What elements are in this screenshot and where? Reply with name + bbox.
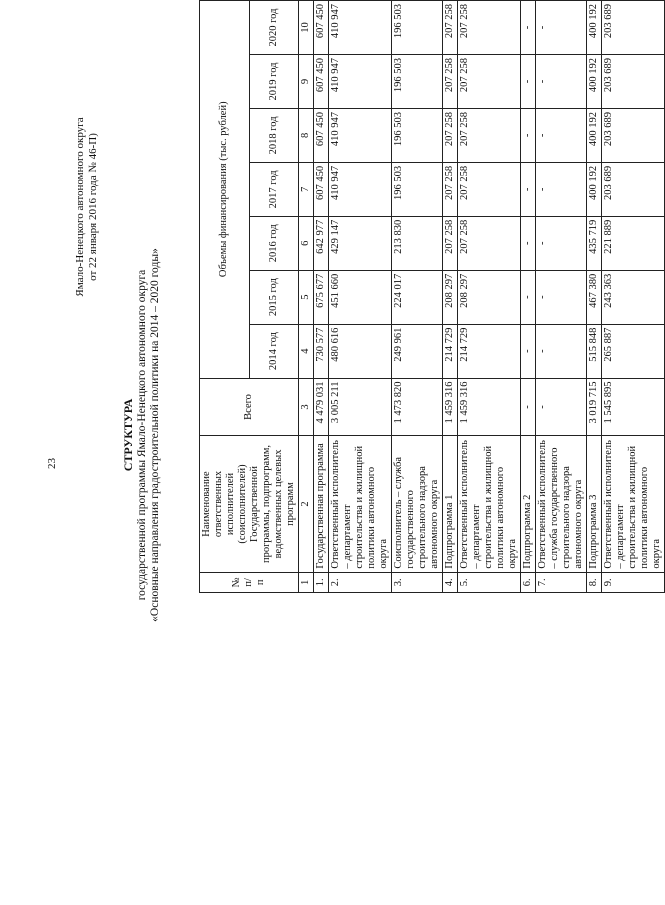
year-header: 2015 год — [249, 270, 299, 324]
column-number: 4 — [299, 324, 314, 378]
row-year-value: 607 450 — [314, 108, 329, 162]
table-row — [458, 1, 521, 593]
row-total: - — [536, 378, 587, 436]
row-year-value: 429 147 — [329, 216, 392, 270]
row-name: Подпрограмма 3 — [587, 436, 602, 572]
row-year-value: - — [521, 216, 536, 270]
row-year-value: 196 503 — [392, 1, 443, 55]
row-total: 1 459 316 — [443, 378, 458, 436]
header-line-2: от 22 января 2016 года № 46-П) — [87, 133, 99, 281]
row-number: 3. — [392, 572, 443, 592]
row-year-value: 207 258 — [443, 162, 458, 216]
row-year-value: 207 258 — [458, 216, 521, 270]
row-year-value: 213 830 — [392, 216, 443, 270]
row-year-value: 467 380 — [587, 270, 602, 324]
row-name: Подпрограмма 1 — [443, 436, 458, 572]
row-year-value: 410 947 — [329, 55, 392, 109]
row-total: - — [521, 378, 536, 436]
table-row — [587, 1, 602, 593]
row-year-value: 207 258 — [458, 1, 521, 55]
year-header: 2019 год — [249, 55, 299, 109]
row-year-value: 203 689 — [602, 1, 665, 55]
col-num-header: № п/п — [200, 572, 299, 592]
column-number: 9 — [299, 55, 314, 109]
table-row — [521, 1, 536, 593]
row-year-value: 410 947 — [329, 108, 392, 162]
row-year-value: 214 729 — [443, 324, 458, 378]
row-year-value: 607 450 — [314, 162, 329, 216]
row-name: Ответственный исполнитель – департамент строительства и жилищной политики автономного округа — [329, 436, 392, 572]
row-year-value: 203 689 — [602, 108, 665, 162]
row-year-value: 207 258 — [443, 1, 458, 55]
row-total: 1 545 895 — [602, 378, 665, 436]
row-year-value: 203 689 — [602, 162, 665, 216]
row-year-value: - — [536, 324, 587, 378]
table-row — [602, 1, 665, 593]
row-year-value: - — [536, 108, 587, 162]
row-year-value: 207 258 — [443, 55, 458, 109]
row-year-value: 207 258 — [458, 108, 521, 162]
row-year-value: - — [521, 55, 536, 109]
row-year-value: 207 258 — [443, 216, 458, 270]
table-row — [314, 1, 329, 593]
table-row — [536, 1, 587, 593]
row-total: 3 019 715 — [587, 378, 602, 436]
document-title: СТРУКТУРА — [121, 398, 135, 472]
row-name: Ответственный исполнитель – служба государственного строительного надзора автономного округа — [536, 436, 587, 572]
row-total: 1 459 316 — [458, 378, 521, 436]
row-year-value: 400 192 — [587, 1, 602, 55]
row-year-value: 642 977 — [314, 216, 329, 270]
year-header: 2016 год — [249, 216, 299, 270]
row-year-value: 221 889 — [602, 216, 665, 270]
year-header: 2017 год — [249, 162, 299, 216]
row-total: 1 473 820 — [392, 378, 443, 436]
row-year-value: 207 258 — [458, 162, 521, 216]
page-number: 23 — [46, 458, 58, 469]
document-header — [74, 42, 100, 372]
row-year-value: 451 660 — [329, 270, 392, 324]
row-year-value: - — [521, 270, 536, 324]
title-block — [122, 85, 163, 785]
year-header: 2014 год — [249, 324, 299, 378]
row-year-value: 243 363 — [602, 270, 665, 324]
row-year-value: - — [521, 108, 536, 162]
document-subtitle-2: «Основные направления градостроительной политики на 2014 – 2020 годы» — [149, 248, 161, 622]
row-name: Подпрограмма 2 — [521, 436, 536, 572]
row-year-value: - — [536, 270, 587, 324]
row-name: Соисполнитель – служба государственного строительного надзора автономного округа — [392, 436, 443, 572]
row-name: Ответственный исполнитель – департамент строительства и жилищной политики автономного округа — [458, 436, 521, 572]
row-year-value: 410 947 — [329, 1, 392, 55]
row-year-value: 208 297 — [443, 270, 458, 324]
table-row — [392, 1, 443, 593]
row-year-value: - — [521, 1, 536, 55]
row-total: 3 005 211 — [329, 378, 392, 436]
funding-header: Объемы финансирования (тыс. рублей) — [200, 1, 250, 379]
row-number: 9. — [602, 572, 665, 592]
row-number: 8. — [587, 572, 602, 592]
row-year-value: 196 503 — [392, 108, 443, 162]
row-number: 4. — [443, 572, 458, 592]
row-number: 2. — [329, 572, 392, 592]
row-year-value: 480 616 — [329, 324, 392, 378]
row-number: 7. — [536, 572, 587, 592]
row-number: 1. — [314, 572, 329, 592]
row-year-value: 265 887 — [602, 324, 665, 378]
row-number: 6. — [521, 572, 536, 592]
funding-table — [199, 0, 665, 593]
table-row — [329, 1, 392, 593]
row-year-value: - — [536, 162, 587, 216]
row-year-value: 214 729 — [458, 324, 521, 378]
column-number: 2 — [299, 436, 314, 572]
column-number: 1 — [299, 572, 314, 592]
row-year-value: 730 577 — [314, 324, 329, 378]
column-number: 6 — [299, 216, 314, 270]
column-number: 10 — [299, 1, 314, 55]
row-year-value: 249 961 — [392, 324, 443, 378]
row-year-value: 196 503 — [392, 162, 443, 216]
col-name-header: Наименование ответственных исполнителей (соисполнителей) Государственной программы, подпрограмм, ведомственных целевых программ — [200, 436, 299, 572]
row-year-value: 607 450 — [314, 55, 329, 109]
row-year-value: - — [521, 324, 536, 378]
document-subtitle-1: государственной программы Ямало-Ненецкого автономного округа — [135, 269, 148, 601]
row-year-value: 196 503 — [392, 55, 443, 109]
row-year-value: 410 947 — [329, 162, 392, 216]
table-header-row-1 — [200, 1, 250, 593]
row-year-value: 207 258 — [443, 108, 458, 162]
header-line-1: Ямало-Ненецкого автономного округа — [74, 117, 86, 297]
row-year-value: 675 677 — [314, 270, 329, 324]
column-number-row — [299, 1, 314, 593]
column-number: 8 — [299, 108, 314, 162]
row-year-value: 208 297 — [458, 270, 521, 324]
row-name: Ответственный исполнитель – департамент строительства и жилищной политики автономного округа — [602, 436, 665, 572]
column-number: 7 — [299, 162, 314, 216]
row-year-value: 400 192 — [587, 108, 602, 162]
year-header: 2018 год — [249, 108, 299, 162]
row-year-value: - — [536, 55, 587, 109]
row-total: 4 479 031 — [314, 378, 329, 436]
row-year-value: 400 192 — [587, 55, 602, 109]
year-header: 2020 год — [249, 1, 299, 55]
row-year-value: 515 848 — [587, 324, 602, 378]
column-number: 3 — [299, 378, 314, 436]
row-year-value: 224 017 — [392, 270, 443, 324]
row-year-value: - — [536, 216, 587, 270]
row-year-value: 203 689 — [602, 55, 665, 109]
row-year-value: 607 450 — [314, 1, 329, 55]
table-row — [443, 1, 458, 593]
row-year-value: 400 192 — [587, 162, 602, 216]
row-name: Государственная программа — [314, 436, 329, 572]
row-year-value: 435 719 — [587, 216, 602, 270]
row-year-value: - — [521, 162, 536, 216]
row-year-value: 207 258 — [458, 55, 521, 109]
row-number: 5. — [458, 572, 521, 592]
col-total-header: Всего — [200, 378, 299, 436]
column-number: 5 — [299, 270, 314, 324]
row-year-value: - — [536, 1, 587, 55]
